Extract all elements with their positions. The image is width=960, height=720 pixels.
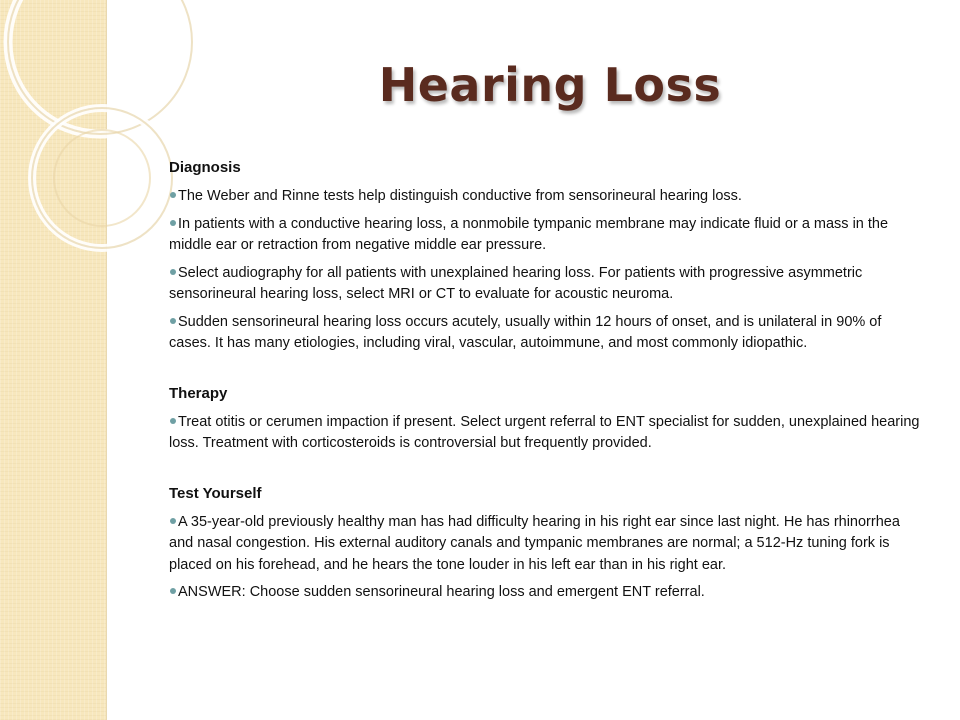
bullet-icon (170, 220, 176, 226)
list-item (169, 263, 927, 306)
list-item (169, 186, 927, 208)
diagnosis-heading: Diagnosis (169, 159, 241, 176)
therapy-item-1: Treat otitis or cerumen impaction if present. Select urgent referral to ENT specialist for sudden, unexplained hearing loss. Treatment with corticosteroids is controversial but frequently provided. (169, 413, 920, 451)
list-item (169, 214, 927, 257)
list-item (169, 512, 927, 577)
diagnosis-item-4: Sudden sensorineural hearing loss occurs acutely, usually within 12 hours of onset, and is unilateral in 90% of cases. It has many etiologies, including viral, vascular, autoimmune, and most commonly idiopathic. (169, 313, 882, 351)
section-therapy (169, 383, 927, 455)
test-yourself-heading: Test Yourself (169, 484, 262, 502)
test-yourself-question: A 35-year-old previously healthy man has had difficulty hearing in his right ear since last night. He has rhinorrhea and nasal congestion. His external auditory canals and tympanic membranes are normal; a 512-Hz tuning fork is placed on his forehead, and he hears the tone louder in his left ear than in his right ear. (169, 513, 900, 573)
bullet-icon (170, 588, 176, 594)
section-diagnosis (169, 157, 927, 355)
slide-title: Hearing Loss (378, 58, 722, 112)
list-item (169, 412, 927, 455)
test-yourself-answer: ANSWER: Choose sudden sensorineural hearing loss and emergent ENT referral. (178, 584, 705, 600)
list-item (169, 582, 927, 604)
diagnosis-item-2: In patients with a conductive hearing loss, a nonmobile tympanic membrane may indicate fluid or a mass in the middle ear or retraction from negative middle ear pressure. (169, 215, 889, 253)
slide-content (169, 157, 927, 632)
bullet-icon (170, 269, 176, 275)
bullet-icon (170, 318, 176, 324)
section-test-yourself (169, 483, 927, 604)
diagnosis-item-1: The Weber and Rinne tests help distinguish conductive from sensorineural hearing loss. (178, 188, 742, 204)
bullet-icon (170, 418, 176, 424)
therapy-heading: Therapy (169, 384, 228, 402)
bullet-icon (170, 518, 176, 524)
diagnosis-item-3: Select audiography for all patients with unexplained hearing loss. For patients with progressive asymmetric sensorineural hearing loss, select MRI or CT to evaluate for acoustic neuroma. (169, 264, 863, 302)
bullet-icon (170, 192, 176, 198)
list-item (169, 312, 927, 355)
